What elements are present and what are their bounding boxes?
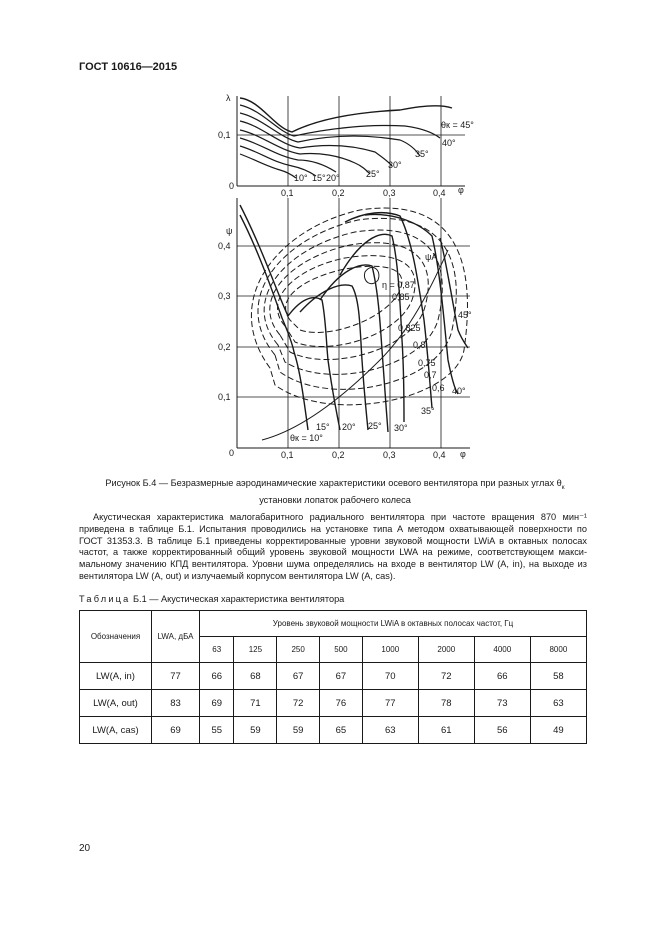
angle-label: 45° <box>458 310 472 320</box>
top-x-tick: 0,1 <box>281 188 294 198</box>
angle-label: 40° <box>452 386 466 396</box>
acoustic-table <box>79 610 587 744</box>
cell: 71 <box>234 690 277 717</box>
top-x-label: φ <box>458 185 464 195</box>
efficiency-contour-085 <box>286 266 402 332</box>
angle-label: 15° <box>312 173 326 183</box>
bottom-y-tick: 0,3 <box>218 291 231 301</box>
top-x-tick: 0,2 <box>332 188 345 198</box>
band-header: 8000 <box>530 637 586 663</box>
row-name: LW(A, in) <box>80 663 152 690</box>
caption-subscript: к <box>561 483 565 491</box>
band-header: 500 <box>320 637 363 663</box>
bottom-y-tick: 0,4 <box>218 241 231 251</box>
psi-a-label: ψA <box>425 252 438 262</box>
cell: 63 <box>530 690 586 717</box>
band-header: 4000 <box>474 637 530 663</box>
cell: 59 <box>277 717 320 744</box>
table-caption-text: Б.1 — Акустическая характеристика вентилятора <box>133 594 345 604</box>
table-row <box>80 663 587 690</box>
bottom-y-tick: 0,2 <box>218 342 231 352</box>
header-lwa: LWA, дБА <box>152 611 200 663</box>
row-lwa: 77 <box>152 663 200 690</box>
angle-label: 25° <box>366 169 380 179</box>
efficiency-label: 0,75 <box>418 358 436 368</box>
band-header: 63 <box>200 637 234 663</box>
psi-curve-45 <box>440 238 468 348</box>
top-x-tick: 0,3 <box>383 188 396 198</box>
bottom-x-tick: 0,1 <box>281 450 294 460</box>
lambda-curve-30 <box>240 121 392 166</box>
paragraph-line: приведена в таблице Б.1. Испытания проводились на установке типа А методом охватывающей поверхности по <box>79 523 587 534</box>
efficiency-label: 0,7 <box>424 370 437 380</box>
row-lwa: 83 <box>152 690 200 717</box>
acoustic-paragraph <box>79 512 587 583</box>
psi-curve-10 <box>240 215 308 430</box>
efficiency-contour-087 <box>364 267 378 283</box>
efficiency-label: 0,825 <box>398 323 421 333</box>
angle-label: 30° <box>388 160 402 170</box>
cell: 63 <box>362 717 418 744</box>
paragraph-line: Акустическая характеристика малогабаритного радиального вентилятора при частоте вращения 870 мин⁻¹ <box>93 512 587 522</box>
paragraph-line: вентилятора LW (A, out) и излучаемый корпусом вентилятора LW (A, cas). <box>79 570 396 581</box>
cell: 78 <box>418 690 474 717</box>
paragraph-line: мальному значению КПД вентилятора. Уровни шума определялись на входе в вентилятор LW (A, in), на выходе из <box>79 559 587 570</box>
bottom-x-label: φ <box>460 449 466 459</box>
top-y-tick: 0 <box>229 181 235 191</box>
cell: 67 <box>277 663 320 690</box>
band-header: 250 <box>277 637 320 663</box>
document-header: ГОСТ 10616—2015 <box>79 61 178 73</box>
figure-caption <box>80 477 590 506</box>
efficiency-label: 0,6 <box>432 383 445 393</box>
angle-label: θк = 45° <box>441 120 474 130</box>
cell: 66 <box>474 663 530 690</box>
angle-label: 30° <box>394 423 408 433</box>
angle-label: 10° <box>294 173 308 183</box>
page-number: 20 <box>79 843 91 854</box>
top-plot <box>237 96 465 186</box>
lambda-curve-40 <box>240 105 440 138</box>
table-row <box>80 690 587 717</box>
cell: 77 <box>362 690 418 717</box>
angle-label: 40° <box>442 138 456 148</box>
cell: 67 <box>320 663 363 690</box>
top-y-label: λ <box>226 93 231 103</box>
top-plot-labels <box>218 93 474 198</box>
bottom-x-tick: 0,2 <box>332 450 345 460</box>
angle-label: 35° <box>415 149 429 159</box>
row-lwa: 69 <box>152 717 200 744</box>
cell: 72 <box>277 690 320 717</box>
cell: 61 <box>418 717 474 744</box>
cell: 69 <box>200 690 234 717</box>
table-caption <box>79 594 344 604</box>
efficiency-label: 0,85 <box>392 292 410 302</box>
cell: 65 <box>320 717 363 744</box>
efficiency-label: η = 0,87 <box>382 280 415 290</box>
cell: 58 <box>530 663 586 690</box>
header-bands-title: Уровень звуковой мощности LWiA в октавных полосах частот, Гц <box>200 611 587 637</box>
cell: 72 <box>418 663 474 690</box>
band-header: 125 <box>234 637 277 663</box>
top-x-tick: 0,4 <box>433 188 446 198</box>
bottom-y-label: ψ <box>226 226 233 236</box>
caption-line-1: Рисунок Б.4 — Безразмерные аэродинамические характеристики осевого вентилятора при разных углах θ <box>105 478 562 488</box>
top-y-tick: 0,1 <box>218 130 231 140</box>
band-header: 2000 <box>418 637 474 663</box>
row-name: LW(A, cas) <box>80 717 152 744</box>
bottom-x-tick: 0,4 <box>433 450 446 460</box>
psi-curve-30 <box>340 234 404 422</box>
angle-label: 15° <box>316 422 330 432</box>
cell: 70 <box>362 663 418 690</box>
cell: 73 <box>474 690 530 717</box>
paragraph-line: частот, а также корректированный общий уровень звуковой мощности LWA на режиме, соответствующем макси- <box>79 547 587 558</box>
bottom-plot <box>237 198 470 448</box>
cell: 56 <box>474 717 530 744</box>
angle-label: 35° <box>421 406 435 416</box>
psi-curve-15 <box>240 205 340 430</box>
cell: 76 <box>320 690 363 717</box>
table-row <box>80 717 587 744</box>
lambda-curve-15 <box>240 146 316 176</box>
bottom-y-tick: 0 <box>229 448 235 458</box>
paragraph-line: ГОСТ 31353.3. В таблице Б.1 приведены корректированные уровни звуковой мощности LWiA в октавных полосах <box>79 535 587 546</box>
efficiency-label: 0,8 <box>413 340 426 350</box>
angle-label: θк = 10° <box>290 433 323 443</box>
caption-line-2: установки лопаток рабочего колеса <box>259 494 411 505</box>
bottom-x-tick: 0,3 <box>383 450 396 460</box>
angle-label: 20° <box>342 422 356 432</box>
table-caption-prefix: Таблица <box>79 594 131 604</box>
cell: 49 <box>530 717 586 744</box>
angle-label: 25° <box>368 421 382 431</box>
header-designation: Обозначения <box>80 611 152 663</box>
cell: 66 <box>200 663 234 690</box>
bottom-y-tick: 0,1 <box>218 392 231 402</box>
band-header: 1000 <box>362 637 418 663</box>
cell: 68 <box>234 663 277 690</box>
psi-curve-20 <box>300 285 368 430</box>
angle-label: 20° <box>326 173 340 183</box>
row-name: LW(A, out) <box>80 690 152 717</box>
cell: 55 <box>200 717 234 744</box>
cell: 59 <box>234 717 277 744</box>
